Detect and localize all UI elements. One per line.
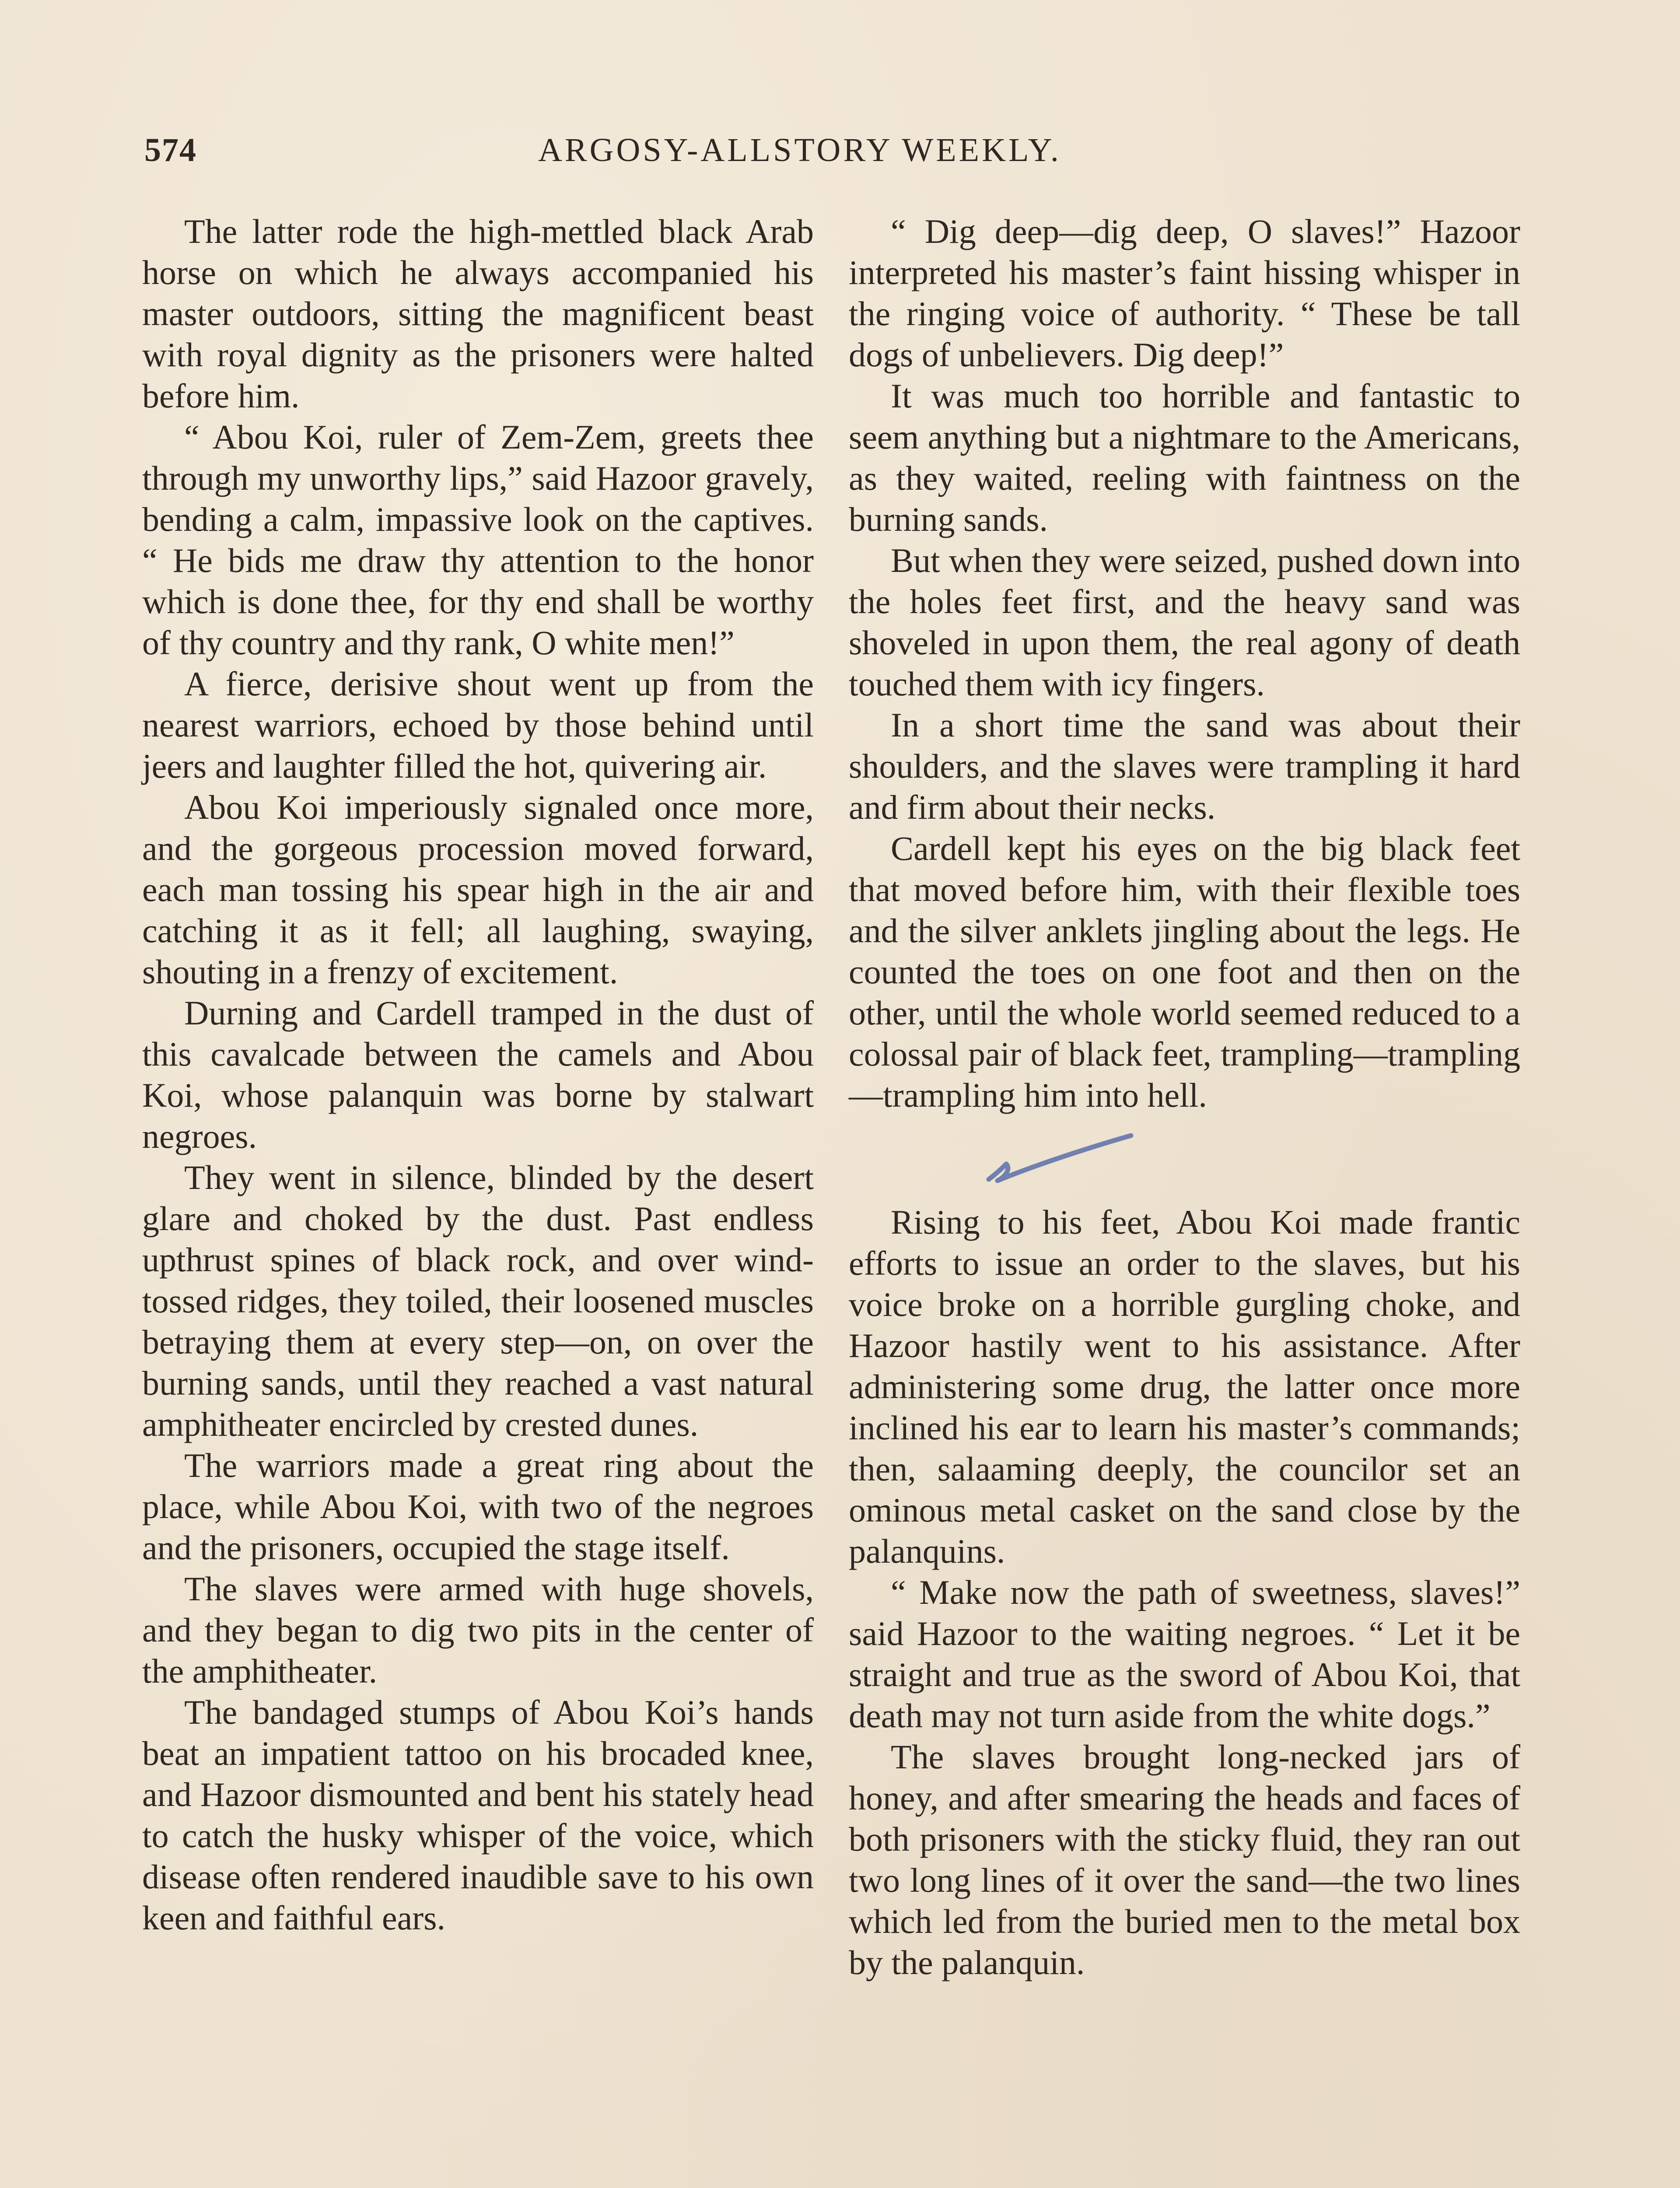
paragraph: The slaves were armed with huge shovels, and they began to dig two pits in the center of the amphitheater. xyxy=(142,1570,814,1690)
paragraph: Rising to his feet, Abou Koi made frantic efforts to issue an order to the slaves, but his voice broke on a horrible gurgling choke, and Hazoor hastily went to his assistance. After administering some drug, the latter once more inclined his ear to learn his master’s commands; then, salaaming deeply, the councilor set an ominous metal casket on the sand close by the palanquins. xyxy=(849,1203,1520,1570)
left-column xyxy=(142,211,814,1939)
page-header xyxy=(144,131,1536,179)
pencil-check-mark xyxy=(980,1125,1138,1190)
paragraph: Durning and Cardell tramped in the dust of this cavalcade between the camels and Abou Koi, whose palanquin was borne by stalwart negroes. xyxy=(142,994,814,1155)
page-number: 574 xyxy=(144,132,197,168)
paragraph: The bandaged stumps of Abou Koi’s hands beat an impatient tattoo on his brocaded knee, and Hazoor dismounted and bent his stately head to catch the husky whisper of the voice, which disease often rendered inaudible save to his own keen and faithful ears. xyxy=(142,1693,814,1937)
paragraph: It was much too horrible and fantastic to seem anything but a nightmare to the Americans, as they waited, reeling with faintness on the burning sands. xyxy=(849,377,1520,538)
paragraph: But when they were seized, pushed down into the holes feet first, and the heavy sand was shoveled in upon them, the real agony of death touched them with icy fingers. xyxy=(849,541,1520,703)
section-break xyxy=(849,1116,1520,1202)
running-head: ARGOSY-ALLSTORY WEEKLY. xyxy=(538,132,1061,168)
paragraph: In a short time the sand was about their shoulders, and the slaves were trampling it hard and firm about their necks. xyxy=(849,706,1520,826)
paragraph: The slaves brought long-necked jars of honey, and after smearing the heads and faces of both prisoners with the sticky fluid, they ran out two long lines of it over the sand—the two lines which led from the buried men to the metal box by the palanquin. xyxy=(849,1738,1520,1981)
paragraph: Abou Koi imperiously signaled once more, and the gorgeous procession moved forward, each man tossing his spear high in the air and catching it as it fell; all laughing, swaying, shouting in a frenzy of excitement. xyxy=(142,788,814,991)
paragraph: “ Dig deep—dig deep, O slaves!” Hazoor interpreted his master’s faint hissing whisper in the ringing voice of authority. “ These be tall dogs of unbelievers. Dig deep!” xyxy=(849,212,1520,374)
paragraph: They went in silence, blinded by the desert glare and choked by the dust. Past endless upthrust spines of black rock, and over wind-tossed ridges, they toiled, their loosened muscles betraying them at every step—on, on over the burning sands, until they reached a vast natural amphitheater encircled by crested dunes. xyxy=(142,1158,814,1443)
right-column xyxy=(849,211,1520,1983)
paragraph: “ Abou Koi, ruler of Zem-Zem, greets thee through my unworthy lips,” said Hazoor gravely, bending a calm, impassive look on the captives. “ He bids me draw thy attention to the honor which is done thee, for thy end shall be worthy of thy country and thy rank, O white men!” xyxy=(142,418,814,662)
paragraph: A fierce, derisive shout went up from the nearest warriors, echoed by those behind until jeers and laughter filled the hot, quivering air. xyxy=(142,665,814,785)
paragraph: The latter rode the high-mettled black Arab horse on which he always accompanied his master outdoors, sitting the magnificent beast with royal dignity as the prisoners were halted before him. xyxy=(142,212,814,415)
paragraph: Cardell kept his eyes on the big black feet that moved before him, with their flexible toes and the silver anklets jingling about the legs. He counted the toes on one foot and then on the other, until the whole world seemed reduced to a colossal pair of black feet, trampling—trampling—trampling him into hell. xyxy=(849,829,1520,1114)
paragraph: The warriors made a great ring about the place, while Abou Koi, with two of the negroes and the prisoners, occupied the stage itself. xyxy=(142,1446,814,1567)
paragraph: “ Make now the path of sweetness, slaves!” said Hazoor to the waiting negroes. “ Let it be straight and true as the sword of Abou Koi, that death may not turn aside from the white dogs.” xyxy=(849,1573,1520,1735)
